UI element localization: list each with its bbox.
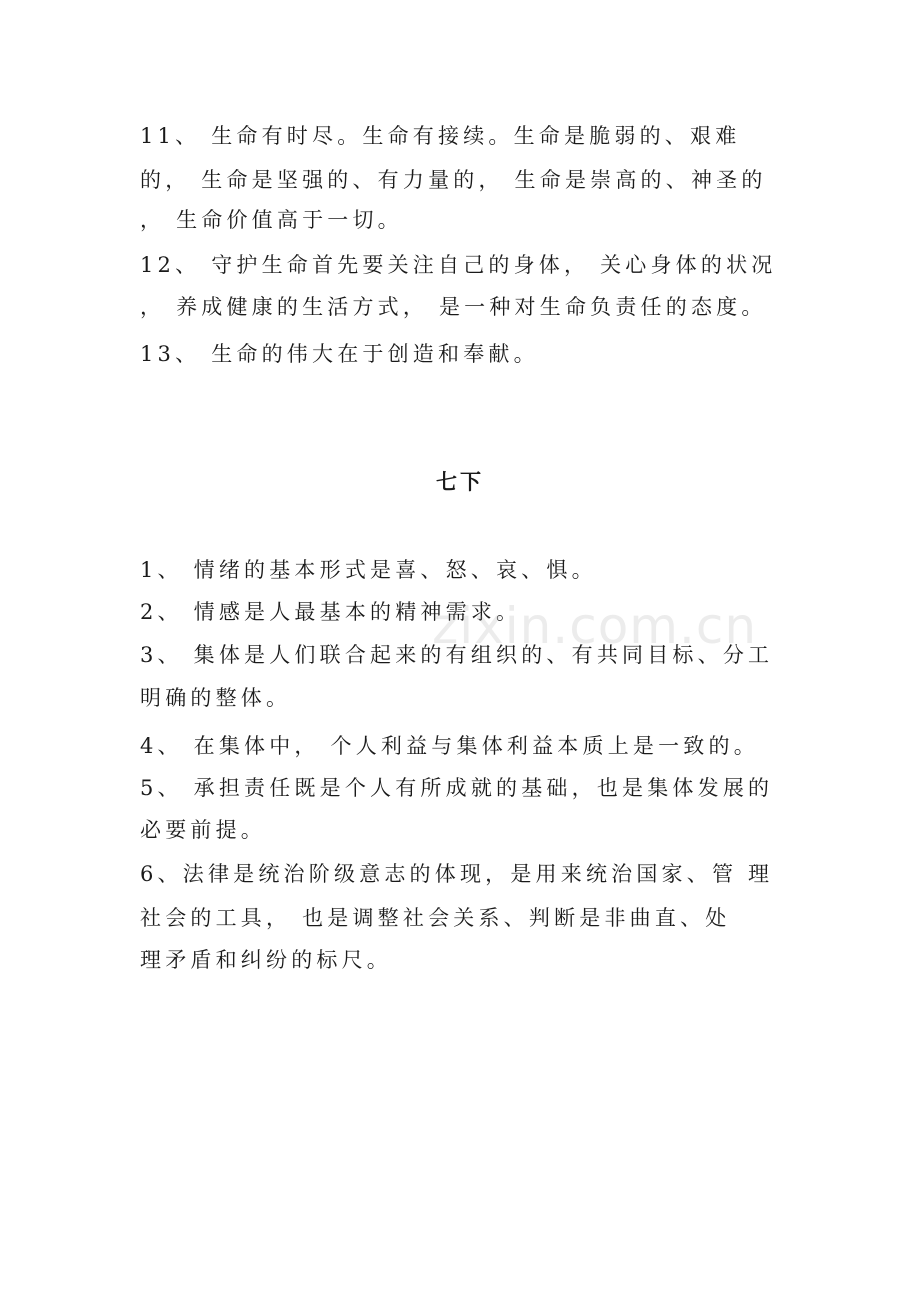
section-heading: 七下 <box>436 469 484 494</box>
item-11-line-1: 11、 生命有时尽。生命有接续。生命是脆弱的、艰难 <box>140 124 741 148</box>
item-12-line-2: ， 养成健康的生活方式， 是一种对生命负责任的态度。 <box>140 295 767 319</box>
item-3-line-1: 3、 集体是人们联合起来的有组织的、有共同目标、分工 <box>140 643 774 667</box>
watermark-text: zixin.com.cn <box>432 597 758 655</box>
item-13-line-1: 13、 生命的伟大在于创造和奉献。 <box>140 342 539 366</box>
item-1-line-1: 1、 情绪的基本形式是喜、怒、哀、惧。 <box>140 558 597 582</box>
item-5-line-2: 必要前提。 <box>140 818 266 842</box>
item-11-line-3: ， 生命价值高于一切。 <box>140 208 403 232</box>
item-5-line-1: 5、 承担责任既是个人有所成就的基础，也是集体发展的 <box>140 776 774 800</box>
item-2-line-1: 2、 情感是人最基本的精神需求。 <box>140 600 522 624</box>
item-6-line-3: 理矛盾和纠纷的标尺。 <box>140 948 392 972</box>
item-4-line-1: 4、 在集体中， 个人利益与集体利益本质上是一致的。 <box>140 734 759 758</box>
item-3-line-2: 明确的整体。 <box>140 686 292 710</box>
item-6-line-1: 6、法律是统治阶级意志的体现，是用来统治国家、管 理 <box>140 862 774 886</box>
item-6-line-2: 社会的工具， 也是调整社会关系、判断是非曲直、处 <box>140 906 731 930</box>
item-12-line-1: 12、 守护生命首先要关注自己的身体， 关心身体的状况 <box>140 253 777 277</box>
item-11-line-2: 的， 生命是坚强的、有力量的， 生命是崇高的、神圣的 <box>140 168 767 192</box>
